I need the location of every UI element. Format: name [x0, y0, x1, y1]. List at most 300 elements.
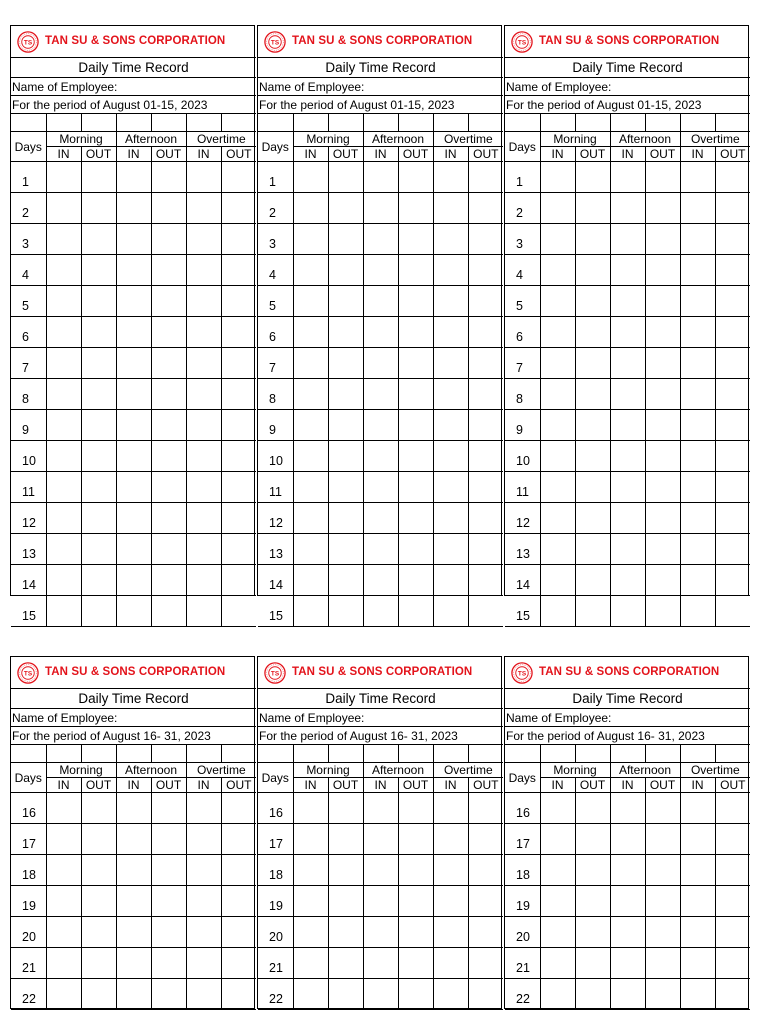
overtime-out-cell[interactable]: [468, 855, 503, 886]
overtime-out-cell[interactable]: [221, 472, 256, 503]
afternoon-in-cell[interactable]: [363, 317, 398, 348]
overtime-out-cell[interactable]: [221, 596, 256, 627]
afternoon-out-cell[interactable]: [645, 793, 680, 824]
afternoon-in-cell[interactable]: [116, 917, 151, 948]
afternoon-out-cell[interactable]: [398, 317, 433, 348]
afternoon-in-cell[interactable]: [610, 855, 645, 886]
morning-out-cell[interactable]: [575, 410, 610, 441]
afternoon-out-cell[interactable]: [151, 441, 186, 472]
morning-in-cell[interactable]: [46, 979, 81, 1010]
afternoon-in-cell[interactable]: [610, 565, 645, 596]
afternoon-out-cell[interactable]: [645, 917, 680, 948]
overtime-out-cell[interactable]: [715, 979, 750, 1010]
afternoon-in-cell[interactable]: [116, 824, 151, 855]
afternoon-out-cell[interactable]: [645, 162, 680, 193]
overtime-in-cell[interactable]: [680, 534, 715, 565]
overtime-in-cell[interactable]: [433, 286, 468, 317]
afternoon-out-cell[interactable]: [151, 224, 186, 255]
morning-in-cell[interactable]: [540, 917, 575, 948]
overtime-in-cell[interactable]: [680, 472, 715, 503]
afternoon-in-cell[interactable]: [363, 793, 398, 824]
overtime-in-cell[interactable]: [186, 793, 221, 824]
morning-out-cell[interactable]: [81, 162, 116, 193]
morning-out-cell[interactable]: [81, 886, 116, 917]
overtime-in-cell[interactable]: [433, 317, 468, 348]
overtime-in-cell[interactable]: [680, 379, 715, 410]
overtime-out-cell[interactable]: [221, 441, 256, 472]
morning-out-cell[interactable]: [81, 441, 116, 472]
morning-in-cell[interactable]: [46, 886, 81, 917]
afternoon-in-cell[interactable]: [363, 917, 398, 948]
overtime-out-cell[interactable]: [715, 348, 750, 379]
overtime-out-cell[interactable]: [468, 410, 503, 441]
overtime-in-cell[interactable]: [186, 886, 221, 917]
overtime-out-cell[interactable]: [715, 410, 750, 441]
afternoon-out-cell[interactable]: [645, 979, 680, 1010]
overtime-out-cell[interactable]: [221, 410, 256, 441]
morning-out-cell[interactable]: [328, 193, 363, 224]
afternoon-out-cell[interactable]: [645, 855, 680, 886]
afternoon-out-cell[interactable]: [151, 255, 186, 286]
afternoon-in-cell[interactable]: [610, 441, 645, 472]
afternoon-out-cell[interactable]: [398, 348, 433, 379]
morning-in-cell[interactable]: [293, 503, 328, 534]
afternoon-in-cell[interactable]: [610, 317, 645, 348]
overtime-in-cell[interactable]: [433, 503, 468, 534]
overtime-in-cell[interactable]: [186, 286, 221, 317]
morning-in-cell[interactable]: [540, 441, 575, 472]
afternoon-in-cell[interactable]: [610, 348, 645, 379]
afternoon-out-cell[interactable]: [398, 162, 433, 193]
afternoon-in-cell[interactable]: [363, 348, 398, 379]
morning-in-cell[interactable]: [46, 162, 81, 193]
overtime-in-cell[interactable]: [186, 979, 221, 1010]
morning-in-cell[interactable]: [293, 348, 328, 379]
morning-out-cell[interactable]: [81, 348, 116, 379]
morning-out-cell[interactable]: [328, 793, 363, 824]
afternoon-out-cell[interactable]: [398, 286, 433, 317]
morning-in-cell[interactable]: [540, 534, 575, 565]
afternoon-in-cell[interactable]: [363, 224, 398, 255]
overtime-out-cell[interactable]: [715, 534, 750, 565]
morning-in-cell[interactable]: [293, 224, 328, 255]
overtime-out-cell[interactable]: [221, 224, 256, 255]
morning-in-cell[interactable]: [293, 286, 328, 317]
morning-in-cell[interactable]: [293, 441, 328, 472]
overtime-out-cell[interactable]: [715, 255, 750, 286]
afternoon-out-cell[interactable]: [398, 855, 433, 886]
morning-out-cell[interactable]: [575, 948, 610, 979]
overtime-in-cell[interactable]: [186, 348, 221, 379]
morning-in-cell[interactable]: [293, 410, 328, 441]
morning-out-cell[interactable]: [81, 596, 116, 627]
afternoon-out-cell[interactable]: [645, 317, 680, 348]
morning-out-cell[interactable]: [328, 410, 363, 441]
afternoon-in-cell[interactable]: [116, 534, 151, 565]
morning-in-cell[interactable]: [540, 348, 575, 379]
overtime-out-cell[interactable]: [221, 824, 256, 855]
overtime-out-cell[interactable]: [468, 348, 503, 379]
afternoon-out-cell[interactable]: [645, 948, 680, 979]
morning-out-cell[interactable]: [81, 948, 116, 979]
afternoon-out-cell[interactable]: [151, 596, 186, 627]
afternoon-in-cell[interactable]: [610, 503, 645, 534]
overtime-out-cell[interactable]: [221, 193, 256, 224]
overtime-out-cell[interactable]: [715, 855, 750, 886]
morning-out-cell[interactable]: [575, 286, 610, 317]
afternoon-out-cell[interactable]: [398, 917, 433, 948]
afternoon-in-cell[interactable]: [363, 503, 398, 534]
overtime-out-cell[interactable]: [715, 193, 750, 224]
overtime-out-cell[interactable]: [468, 286, 503, 317]
overtime-in-cell[interactable]: [680, 824, 715, 855]
morning-out-cell[interactable]: [81, 917, 116, 948]
morning-in-cell[interactable]: [46, 379, 81, 410]
overtime-in-cell[interactable]: [680, 348, 715, 379]
morning-in-cell[interactable]: [540, 596, 575, 627]
employee-name-field[interactable]: Name of Employee:: [258, 709, 503, 727]
morning-out-cell[interactable]: [328, 948, 363, 979]
overtime-in-cell[interactable]: [433, 824, 468, 855]
morning-out-cell[interactable]: [575, 441, 610, 472]
overtime-out-cell[interactable]: [221, 255, 256, 286]
afternoon-in-cell[interactable]: [116, 979, 151, 1010]
afternoon-out-cell[interactable]: [398, 441, 433, 472]
morning-in-cell[interactable]: [293, 979, 328, 1010]
overtime-out-cell[interactable]: [715, 286, 750, 317]
morning-out-cell[interactable]: [81, 224, 116, 255]
morning-out-cell[interactable]: [575, 224, 610, 255]
morning-in-cell[interactable]: [46, 793, 81, 824]
morning-in-cell[interactable]: [46, 317, 81, 348]
afternoon-out-cell[interactable]: [151, 917, 186, 948]
morning-in-cell[interactable]: [46, 596, 81, 627]
overtime-out-cell[interactable]: [468, 472, 503, 503]
overtime-in-cell[interactable]: [433, 224, 468, 255]
morning-out-cell[interactable]: [81, 824, 116, 855]
morning-out-cell[interactable]: [81, 379, 116, 410]
morning-out-cell[interactable]: [328, 162, 363, 193]
morning-in-cell[interactable]: [293, 534, 328, 565]
afternoon-out-cell[interactable]: [398, 379, 433, 410]
overtime-out-cell[interactable]: [715, 948, 750, 979]
afternoon-out-cell[interactable]: [151, 979, 186, 1010]
afternoon-in-cell[interactable]: [116, 503, 151, 534]
afternoon-in-cell[interactable]: [116, 855, 151, 886]
overtime-in-cell[interactable]: [680, 503, 715, 534]
morning-out-cell[interactable]: [575, 379, 610, 410]
morning-out-cell[interactable]: [575, 193, 610, 224]
morning-out-cell[interactable]: [81, 503, 116, 534]
overtime-in-cell[interactable]: [680, 255, 715, 286]
overtime-in-cell[interactable]: [186, 948, 221, 979]
afternoon-out-cell[interactable]: [398, 534, 433, 565]
afternoon-out-cell[interactable]: [151, 948, 186, 979]
morning-in-cell[interactable]: [46, 193, 81, 224]
overtime-out-cell[interactable]: [715, 824, 750, 855]
morning-out-cell[interactable]: [328, 379, 363, 410]
morning-in-cell[interactable]: [46, 503, 81, 534]
afternoon-in-cell[interactable]: [116, 441, 151, 472]
overtime-in-cell[interactable]: [433, 193, 468, 224]
afternoon-in-cell[interactable]: [363, 979, 398, 1010]
overtime-out-cell[interactable]: [468, 979, 503, 1010]
afternoon-out-cell[interactable]: [151, 855, 186, 886]
overtime-out-cell[interactable]: [468, 793, 503, 824]
overtime-out-cell[interactable]: [468, 317, 503, 348]
afternoon-out-cell[interactable]: [151, 379, 186, 410]
afternoon-in-cell[interactable]: [363, 565, 398, 596]
morning-out-cell[interactable]: [328, 286, 363, 317]
morning-in-cell[interactable]: [46, 917, 81, 948]
morning-out-cell[interactable]: [328, 917, 363, 948]
afternoon-out-cell[interactable]: [398, 596, 433, 627]
morning-in-cell[interactable]: [540, 162, 575, 193]
overtime-in-cell[interactable]: [680, 224, 715, 255]
morning-in-cell[interactable]: [293, 948, 328, 979]
afternoon-out-cell[interactable]: [398, 472, 433, 503]
afternoon-in-cell[interactable]: [610, 886, 645, 917]
overtime-in-cell[interactable]: [680, 441, 715, 472]
overtime-in-cell[interactable]: [433, 886, 468, 917]
overtime-in-cell[interactable]: [186, 379, 221, 410]
afternoon-in-cell[interactable]: [363, 255, 398, 286]
afternoon-out-cell[interactable]: [398, 979, 433, 1010]
overtime-in-cell[interactable]: [680, 917, 715, 948]
morning-in-cell[interactable]: [540, 255, 575, 286]
morning-in-cell[interactable]: [46, 534, 81, 565]
overtime-in-cell[interactable]: [680, 317, 715, 348]
morning-in-cell[interactable]: [293, 565, 328, 596]
morning-out-cell[interactable]: [328, 979, 363, 1010]
overtime-in-cell[interactable]: [433, 948, 468, 979]
afternoon-out-cell[interactable]: [645, 193, 680, 224]
overtime-in-cell[interactable]: [186, 503, 221, 534]
morning-in-cell[interactable]: [46, 255, 81, 286]
afternoon-in-cell[interactable]: [363, 379, 398, 410]
afternoon-in-cell[interactable]: [363, 948, 398, 979]
morning-in-cell[interactable]: [46, 472, 81, 503]
overtime-in-cell[interactable]: [186, 441, 221, 472]
morning-in-cell[interactable]: [293, 917, 328, 948]
morning-in-cell[interactable]: [540, 886, 575, 917]
morning-out-cell[interactable]: [328, 886, 363, 917]
afternoon-in-cell[interactable]: [610, 224, 645, 255]
morning-out-cell[interactable]: [328, 855, 363, 886]
morning-in-cell[interactable]: [540, 855, 575, 886]
afternoon-in-cell[interactable]: [363, 886, 398, 917]
overtime-out-cell[interactable]: [715, 162, 750, 193]
overtime-out-cell[interactable]: [715, 793, 750, 824]
overtime-in-cell[interactable]: [433, 441, 468, 472]
afternoon-out-cell[interactable]: [151, 286, 186, 317]
afternoon-out-cell[interactable]: [645, 596, 680, 627]
afternoon-out-cell[interactable]: [645, 824, 680, 855]
morning-in-cell[interactable]: [293, 472, 328, 503]
afternoon-in-cell[interactable]: [610, 596, 645, 627]
morning-in-cell[interactable]: [540, 410, 575, 441]
overtime-in-cell[interactable]: [186, 162, 221, 193]
afternoon-in-cell[interactable]: [610, 979, 645, 1010]
overtime-in-cell[interactable]: [680, 886, 715, 917]
morning-in-cell[interactable]: [293, 193, 328, 224]
afternoon-out-cell[interactable]: [398, 948, 433, 979]
afternoon-out-cell[interactable]: [151, 162, 186, 193]
morning-in-cell[interactable]: [293, 317, 328, 348]
afternoon-in-cell[interactable]: [363, 193, 398, 224]
morning-in-cell[interactable]: [293, 824, 328, 855]
overtime-out-cell[interactable]: [221, 979, 256, 1010]
afternoon-in-cell[interactable]: [116, 596, 151, 627]
morning-in-cell[interactable]: [540, 379, 575, 410]
overtime-in-cell[interactable]: [186, 255, 221, 286]
morning-out-cell[interactable]: [81, 793, 116, 824]
morning-in-cell[interactable]: [540, 979, 575, 1010]
afternoon-out-cell[interactable]: [645, 472, 680, 503]
afternoon-out-cell[interactable]: [645, 255, 680, 286]
afternoon-in-cell[interactable]: [610, 286, 645, 317]
overtime-out-cell[interactable]: [715, 503, 750, 534]
morning-out-cell[interactable]: [575, 824, 610, 855]
overtime-out-cell[interactable]: [468, 193, 503, 224]
overtime-out-cell[interactable]: [221, 534, 256, 565]
morning-out-cell[interactable]: [575, 596, 610, 627]
overtime-out-cell[interactable]: [468, 255, 503, 286]
afternoon-out-cell[interactable]: [151, 534, 186, 565]
afternoon-out-cell[interactable]: [645, 379, 680, 410]
overtime-in-cell[interactable]: [680, 193, 715, 224]
overtime-out-cell[interactable]: [468, 534, 503, 565]
overtime-out-cell[interactable]: [468, 224, 503, 255]
morning-in-cell[interactable]: [293, 886, 328, 917]
afternoon-out-cell[interactable]: [151, 565, 186, 596]
morning-out-cell[interactable]: [81, 317, 116, 348]
overtime-out-cell[interactable]: [468, 441, 503, 472]
employee-name-field[interactable]: Name of Employee:: [505, 78, 750, 96]
morning-out-cell[interactable]: [81, 410, 116, 441]
afternoon-in-cell[interactable]: [610, 534, 645, 565]
morning-in-cell[interactable]: [540, 565, 575, 596]
morning-out-cell[interactable]: [575, 917, 610, 948]
morning-out-cell[interactable]: [328, 565, 363, 596]
afternoon-in-cell[interactable]: [116, 162, 151, 193]
morning-out-cell[interactable]: [575, 162, 610, 193]
overtime-in-cell[interactable]: [186, 224, 221, 255]
overtime-in-cell[interactable]: [680, 565, 715, 596]
morning-in-cell[interactable]: [46, 410, 81, 441]
morning-out-cell[interactable]: [81, 855, 116, 886]
overtime-in-cell[interactable]: [433, 255, 468, 286]
morning-in-cell[interactable]: [540, 193, 575, 224]
morning-out-cell[interactable]: [328, 472, 363, 503]
overtime-out-cell[interactable]: [715, 317, 750, 348]
morning-in-cell[interactable]: [293, 255, 328, 286]
afternoon-out-cell[interactable]: [151, 472, 186, 503]
afternoon-in-cell[interactable]: [116, 317, 151, 348]
overtime-out-cell[interactable]: [221, 503, 256, 534]
morning-in-cell[interactable]: [540, 793, 575, 824]
overtime-out-cell[interactable]: [468, 503, 503, 534]
overtime-in-cell[interactable]: [433, 793, 468, 824]
afternoon-out-cell[interactable]: [645, 886, 680, 917]
overtime-in-cell[interactable]: [433, 917, 468, 948]
afternoon-in-cell[interactable]: [363, 286, 398, 317]
morning-out-cell[interactable]: [328, 224, 363, 255]
morning-out-cell[interactable]: [575, 979, 610, 1010]
afternoon-in-cell[interactable]: [610, 162, 645, 193]
morning-in-cell[interactable]: [540, 824, 575, 855]
overtime-out-cell[interactable]: [715, 224, 750, 255]
morning-out-cell[interactable]: [575, 255, 610, 286]
afternoon-in-cell[interactable]: [116, 193, 151, 224]
afternoon-in-cell[interactable]: [116, 224, 151, 255]
morning-in-cell[interactable]: [46, 565, 81, 596]
morning-out-cell[interactable]: [575, 503, 610, 534]
morning-in-cell[interactable]: [540, 503, 575, 534]
overtime-out-cell[interactable]: [715, 472, 750, 503]
afternoon-in-cell[interactable]: [610, 948, 645, 979]
employee-name-field[interactable]: Name of Employee:: [11, 78, 256, 96]
overtime-in-cell[interactable]: [186, 410, 221, 441]
afternoon-out-cell[interactable]: [645, 503, 680, 534]
overtime-out-cell[interactable]: [715, 886, 750, 917]
afternoon-out-cell[interactable]: [645, 441, 680, 472]
afternoon-in-cell[interactable]: [116, 255, 151, 286]
afternoon-in-cell[interactable]: [363, 855, 398, 886]
morning-out-cell[interactable]: [575, 317, 610, 348]
afternoon-in-cell[interactable]: [363, 472, 398, 503]
afternoon-in-cell[interactable]: [610, 193, 645, 224]
morning-out-cell[interactable]: [328, 317, 363, 348]
morning-in-cell[interactable]: [293, 162, 328, 193]
overtime-out-cell[interactable]: [221, 886, 256, 917]
overtime-out-cell[interactable]: [221, 348, 256, 379]
afternoon-in-cell[interactable]: [116, 886, 151, 917]
employee-name-field[interactable]: Name of Employee:: [505, 709, 750, 727]
morning-in-cell[interactable]: [46, 824, 81, 855]
afternoon-in-cell[interactable]: [610, 917, 645, 948]
overtime-in-cell[interactable]: [680, 855, 715, 886]
overtime-out-cell[interactable]: [715, 596, 750, 627]
afternoon-in-cell[interactable]: [363, 534, 398, 565]
morning-out-cell[interactable]: [575, 348, 610, 379]
afternoon-out-cell[interactable]: [151, 886, 186, 917]
overtime-in-cell[interactable]: [186, 193, 221, 224]
overtime-in-cell[interactable]: [433, 534, 468, 565]
morning-out-cell[interactable]: [328, 534, 363, 565]
overtime-in-cell[interactable]: [433, 565, 468, 596]
overtime-out-cell[interactable]: [468, 948, 503, 979]
morning-in-cell[interactable]: [46, 855, 81, 886]
overtime-out-cell[interactable]: [221, 286, 256, 317]
afternoon-out-cell[interactable]: [151, 793, 186, 824]
morning-out-cell[interactable]: [575, 855, 610, 886]
afternoon-out-cell[interactable]: [645, 224, 680, 255]
overtime-out-cell[interactable]: [715, 565, 750, 596]
afternoon-in-cell[interactable]: [363, 410, 398, 441]
morning-in-cell[interactable]: [46, 441, 81, 472]
overtime-in-cell[interactable]: [433, 410, 468, 441]
overtime-out-cell[interactable]: [715, 917, 750, 948]
overtime-in-cell[interactable]: [680, 596, 715, 627]
overtime-in-cell[interactable]: [186, 855, 221, 886]
overtime-in-cell[interactable]: [186, 472, 221, 503]
afternoon-in-cell[interactable]: [610, 255, 645, 286]
overtime-in-cell[interactable]: [186, 317, 221, 348]
morning-out-cell[interactable]: [328, 503, 363, 534]
afternoon-out-cell[interactable]: [151, 824, 186, 855]
morning-out-cell[interactable]: [81, 286, 116, 317]
